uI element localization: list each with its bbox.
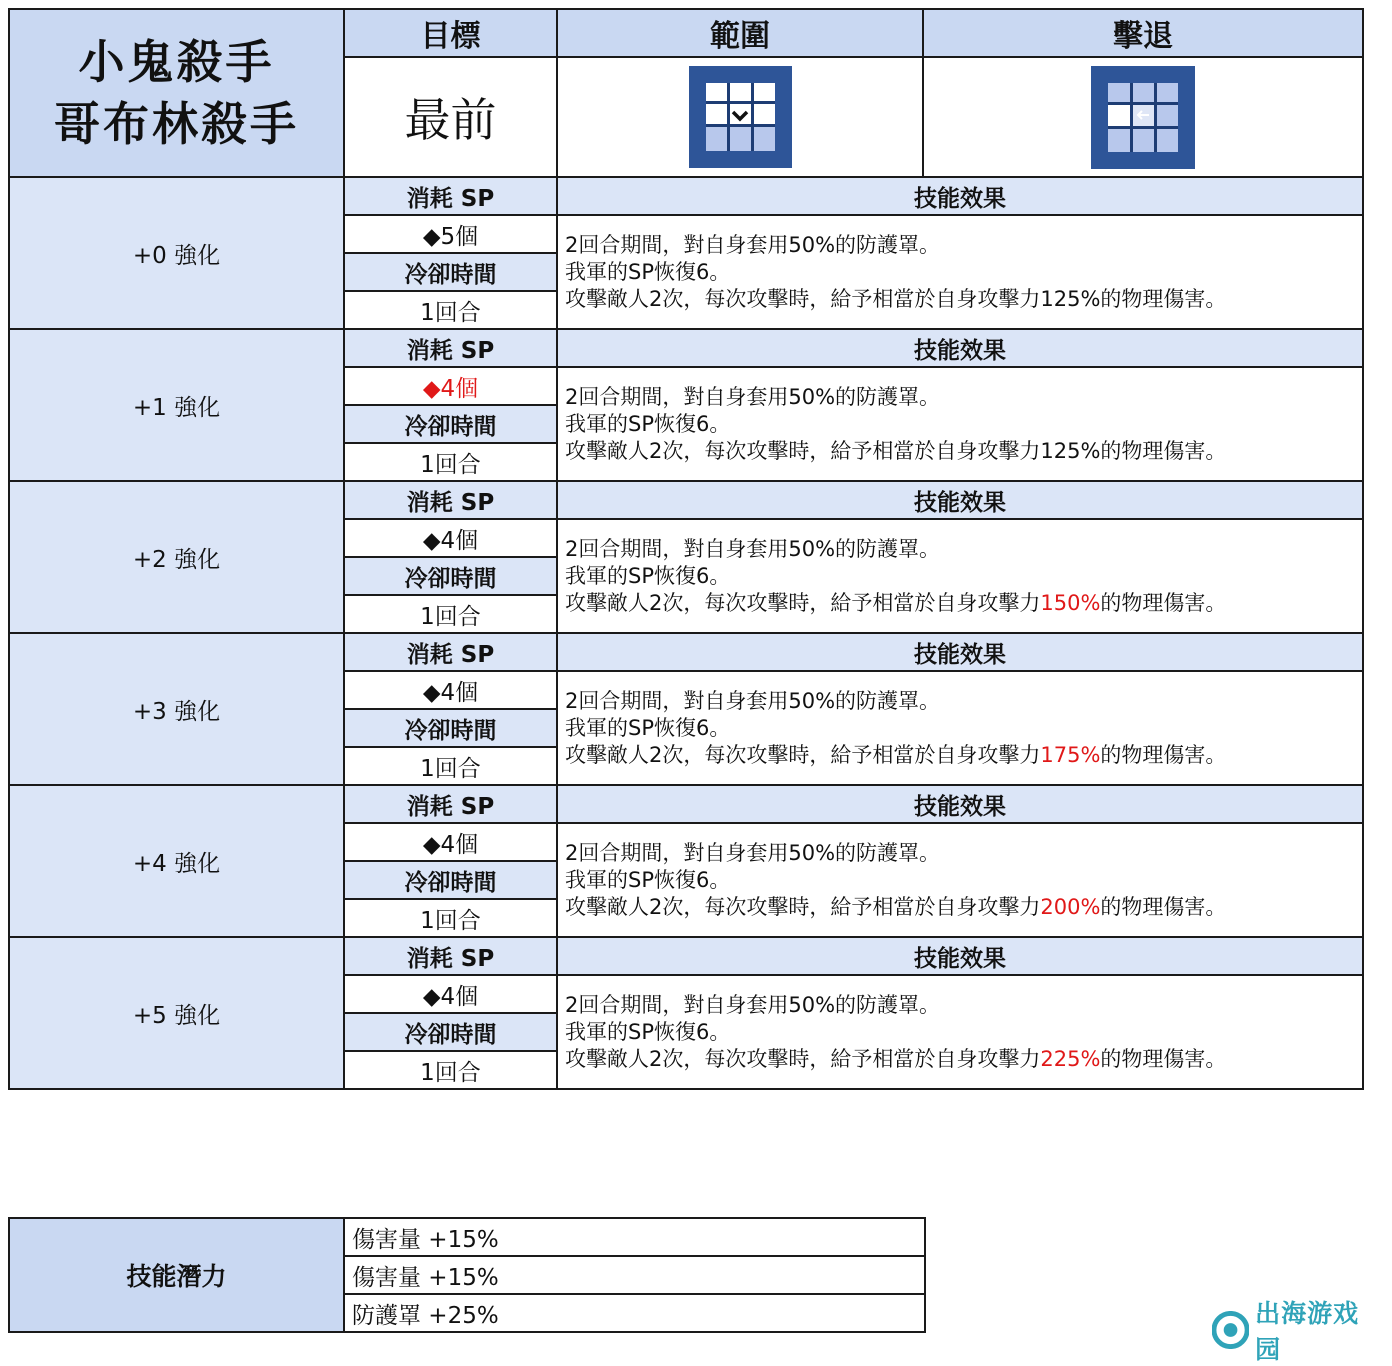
effect-percent: 175% (1040, 742, 1101, 767)
effect-text (557, 519, 1363, 633)
target-value: 最前 (344, 57, 557, 177)
effect-text-post: 的物理傷害。 (1100, 438, 1227, 463)
effect-line: 2回合期間，對自身套用50%的防護罩。 (565, 232, 941, 257)
effect-line: 我軍的SP恢復6。 (565, 259, 731, 284)
watermark-text: 出海游戏园 (1255, 1299, 1360, 1364)
effect-text-post: 的物理傷害。 (1100, 286, 1227, 311)
effect-line: 2回合期間，對自身套用50%的防護罩。 (565, 384, 941, 409)
effect-text-post: 的物理傷害。 (1100, 742, 1227, 767)
level-row (9, 481, 1363, 519)
effect-line (565, 894, 1362, 921)
levels-body (9, 177, 1363, 1089)
effect-percent: 200% (1040, 894, 1101, 919)
cooldown-header: 冷卻時間 (344, 861, 557, 899)
effect-percent: 225% (1040, 1046, 1101, 1071)
effect-line: 我軍的SP恢復6。 (565, 867, 731, 892)
effect-line: 我軍的SP恢復6。 (565, 411, 731, 436)
effect-text (557, 975, 1363, 1089)
level-label: +5 強化 (9, 937, 344, 1089)
level-row (9, 785, 1363, 823)
effect-line (565, 1046, 1362, 1073)
sp-value: ◆4個 (344, 975, 557, 1013)
watermark-logo-icon (1212, 1311, 1249, 1349)
effect-text-post: 的物理傷害。 (1100, 894, 1227, 919)
cooldown-header: 冷卻時間 (344, 1013, 557, 1051)
effect-text-post: 的物理傷害。 (1100, 1046, 1227, 1071)
potential-label: 技能潛力 (9, 1218, 344, 1332)
effect-text-pre: 攻擊敵人2次，每次攻擊時，給予相當於自身攻擊力 (565, 438, 1041, 463)
effect-line: 2回合期間，對自身套用50%的防護罩。 (565, 992, 941, 1017)
effect-line: 我軍的SP恢復6。 (565, 1019, 731, 1044)
sp-value: ◆4個 (344, 671, 557, 709)
effect-line (565, 438, 1362, 465)
level-row (9, 633, 1363, 671)
effect-text (557, 671, 1363, 785)
effect-text (557, 367, 1363, 481)
skill-header (9, 9, 1363, 177)
sp-header: 消耗 SP (344, 633, 557, 671)
potential-item: 防護罩 +25% (344, 1294, 925, 1332)
effect-header: 技能效果 (557, 481, 1363, 519)
sp-header: 消耗 SP (344, 785, 557, 823)
effect-percent: 125% (1040, 438, 1101, 463)
skill-alt-name: 哥布林殺手 (54, 97, 299, 151)
skill-name: 小鬼殺手 (78, 35, 275, 89)
knockback-icon (1091, 66, 1195, 169)
sp-header: 消耗 SP (344, 329, 557, 367)
cooldown-value: 1回合 (344, 747, 557, 785)
cooldown-header: 冷卻時間 (344, 709, 557, 747)
level-label: +3 強化 (9, 633, 344, 785)
effect-line: 2回合期間，對自身套用50%的防護罩。 (565, 536, 941, 561)
effect-percent: 125% (1040, 286, 1101, 311)
cooldown-header: 冷卻時間 (344, 253, 557, 291)
effect-line: 2回合期間，對自身套用50%的防護罩。 (565, 840, 941, 865)
sp-value: ◆4個 (344, 823, 557, 861)
effect-header: 技能效果 (557, 785, 1363, 823)
cooldown-header: 冷卻時間 (344, 557, 557, 595)
watermark (1212, 1299, 1382, 1364)
sp-value: ◆4個 (344, 367, 557, 405)
level-label: +2 強化 (9, 481, 344, 633)
sp-header: 消耗 SP (344, 481, 557, 519)
effect-text-pre: 攻擊敵人2次，每次攻擊時，給予相當於自身攻擊力 (565, 742, 1041, 767)
level-row (9, 329, 1363, 367)
range-cell (557, 57, 923, 177)
target-header: 目標 (344, 9, 557, 57)
skill-table (8, 8, 1364, 1090)
sp-header: 消耗 SP (344, 937, 557, 975)
potential-table (8, 1217, 926, 1333)
effect-line (565, 590, 1362, 617)
level-row (9, 177, 1363, 215)
effect-line: 我軍的SP恢復6。 (565, 715, 731, 740)
effect-text-pre: 攻擊敵人2次，每次攻擊時，給予相當於自身攻擊力 (565, 1046, 1041, 1071)
effect-header: 技能效果 (557, 633, 1363, 671)
sp-value: ◆5個 (344, 215, 557, 253)
sp-value: ◆4個 (344, 519, 557, 557)
level-label: +4 強化 (9, 785, 344, 937)
knockback-cell (923, 57, 1363, 177)
effect-line: 2回合期間，對自身套用50%的防護罩。 (565, 688, 941, 713)
effect-header: 技能效果 (557, 177, 1363, 215)
effect-header: 技能效果 (557, 329, 1363, 367)
range-grid-icon (689, 66, 792, 168)
effect-text-post: 的物理傷害。 (1100, 590, 1227, 615)
cooldown-value: 1回合 (344, 291, 557, 329)
range-header: 範圍 (557, 9, 923, 57)
effect-line (565, 286, 1362, 313)
cooldown-header: 冷卻時間 (344, 405, 557, 443)
cooldown-value: 1回合 (344, 1051, 557, 1089)
skill-title (9, 9, 344, 177)
effect-line: 我軍的SP恢復6。 (565, 563, 731, 588)
effect-header: 技能效果 (557, 937, 1363, 975)
effect-percent: 150% (1040, 590, 1101, 615)
effect-text-pre: 攻擊敵人2次，每次攻擊時，給予相當於自身攻擊力 (565, 286, 1041, 311)
effect-text (557, 215, 1363, 329)
potential-item: 傷害量 +15% (344, 1218, 925, 1256)
effect-line (565, 742, 1362, 769)
effect-text-pre: 攻擊敵人2次，每次攻擊時，給予相當於自身攻擊力 (565, 590, 1041, 615)
level-row (9, 937, 1363, 975)
effect-text-pre: 攻擊敵人2次，每次攻擊時，給予相當於自身攻擊力 (565, 894, 1041, 919)
effect-text (557, 823, 1363, 937)
level-label: +1 強化 (9, 329, 344, 481)
cooldown-value: 1回合 (344, 443, 557, 481)
cooldown-value: 1回合 (344, 899, 557, 937)
cooldown-value: 1回合 (344, 595, 557, 633)
sp-header: 消耗 SP (344, 177, 557, 215)
potential-item: 傷害量 +15% (344, 1256, 925, 1294)
level-label: +0 強化 (9, 177, 344, 329)
knockback-header: 擊退 (923, 9, 1363, 57)
